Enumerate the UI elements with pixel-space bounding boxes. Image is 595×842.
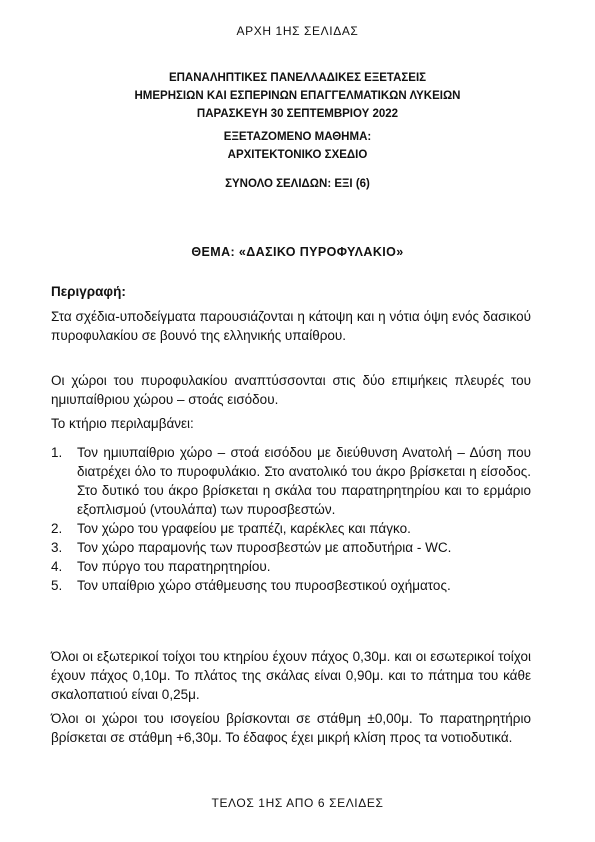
list-item bbox=[51, 576, 531, 595]
exam-date: ΠΑΡΑΣΚΕΥΗ 30 ΣΕΠΤΕΜΒΡΙΟΥ 2022 bbox=[196, 108, 399, 120]
list-item-text: Τον υπαίθριο χώρο στάθμευσης του πυροσβεστικού οχήματος. bbox=[77, 578, 451, 593]
list-item-number: 1. bbox=[51, 445, 63, 460]
total-pages: ΣΥΝΟΛΟ ΣΕΛΙΔΩΝ: ΕΞΙ (6) bbox=[225, 178, 370, 190]
page-footer: ΤΕΛΟΣ 1ΗΣ ΑΠΟ 6 ΣΕΛΙΔΕΣ bbox=[211, 796, 384, 810]
list-item-text: Τον πύργο του παρατηρητηρίου. bbox=[77, 559, 271, 574]
exam-title-line1: ΕΠΑΝΑΛΗΠΤΙΚΕΣ ΠΑΝΕΛΛΑΔΙΚΕΣ ΕΞΕΤΑΣΕΙΣ bbox=[168, 72, 427, 84]
description-label: Περιγραφή: bbox=[51, 284, 126, 299]
description-paragraph-2: Οι χώροι του πυροφυλακίου αναπτύσσονται στις δύο επιμήκεις πλευρές του ημιυπαίθριου χώρου – στοάς εισόδου. bbox=[51, 373, 531, 407]
description-paragraph-4: Όλοι οι εξωτερικοί τοίχοι του κτηρίου έχουν πάχος 0,30μ. και οι εσωτερικοί τοίχοι έχουν πάχος 0,10μ. Το πλάτος της σκάλας είναι 0,90μ. και το πάτημα του κάθε σκαλοπατιού είναι 0,25μ. bbox=[51, 649, 531, 702]
description-paragraph-5: Όλοι οι χώροι του ισογείου βρίσκονται σε στάθμη ±0,00μ. Το παρατηρητήριο βρίσκεται σε στάθμη +6,30μ. Το έδαφος έχει μικρή κλίση προς τα νοτιοδυτικά. bbox=[51, 711, 531, 745]
list-item-number: 5. bbox=[51, 578, 63, 593]
list-item-number: 2. bbox=[51, 521, 63, 536]
description-paragraph-3: Το κτήριο περιλαμβάνει: bbox=[51, 416, 194, 431]
theme-title: ΘΕΜΑ: «ΔΑΣΙΚΟ ΠΥΡΟΦΥΛΑΚΙΟ» bbox=[191, 245, 404, 259]
description-paragraph-1: Στα σχέδια-υποδείγματα παρουσιάζονται η κάτοψη και η νότια όψη ενός δασικού πυροφυλακίου σε βουνό της ελληνικής υπαίθρου. bbox=[51, 309, 531, 343]
list-item-number: 4. bbox=[51, 559, 63, 574]
list-item-number: 3. bbox=[51, 540, 63, 555]
facilities-list bbox=[51, 443, 531, 595]
subject-name: ΑΡΧΙΤΕΚΤΟΝΙΚΟ ΣΧΕΔΙΟ bbox=[227, 149, 368, 161]
page-header: ΑΡΧΗ 1ΗΣ ΣΕΛΙΔΑΣ bbox=[236, 24, 359, 38]
list-item bbox=[51, 557, 531, 576]
list-item-text: Τον ημιυπαίθριο χώρο – στοά εισόδου με διεύθυνση Ανατολή – Δύση που διατρέχει όλο το πυροφυλάκιο. Στο ανατολικό του άκρο βρίσκεται η είσοδος. Στο δυτικό του άκρο βρίσκεται η σκάλα του παρατηρητηρίου και το ερμάριο εξοπλισμού (ντουλάπα) των πυροσβεστών. bbox=[77, 445, 531, 517]
list-item-text: Τον χώρο παραμονής των πυροσβεστών με αποδυτήρια - WC. bbox=[77, 540, 452, 555]
list-item bbox=[51, 443, 531, 519]
exam-title-line2: ΗΜΕΡΗΣΙΩΝ ΚΑΙ ΕΣΠΕΡΙΝΩΝ ΕΠΑΓΓΕΛΜΑΤΙΚΩΝ ΛΥΚΕΙΩΝ bbox=[134, 90, 461, 102]
list-item bbox=[51, 519, 531, 538]
list-item bbox=[51, 538, 531, 557]
subject-label: ΕΞΕΤΑΖΟΜΕΝΟ ΜΑΘΗΜΑ: bbox=[223, 131, 372, 143]
list-item-text: Τον χώρο του γραφείου με τραπέζι, καρέκλες και πάγκο. bbox=[77, 521, 411, 536]
